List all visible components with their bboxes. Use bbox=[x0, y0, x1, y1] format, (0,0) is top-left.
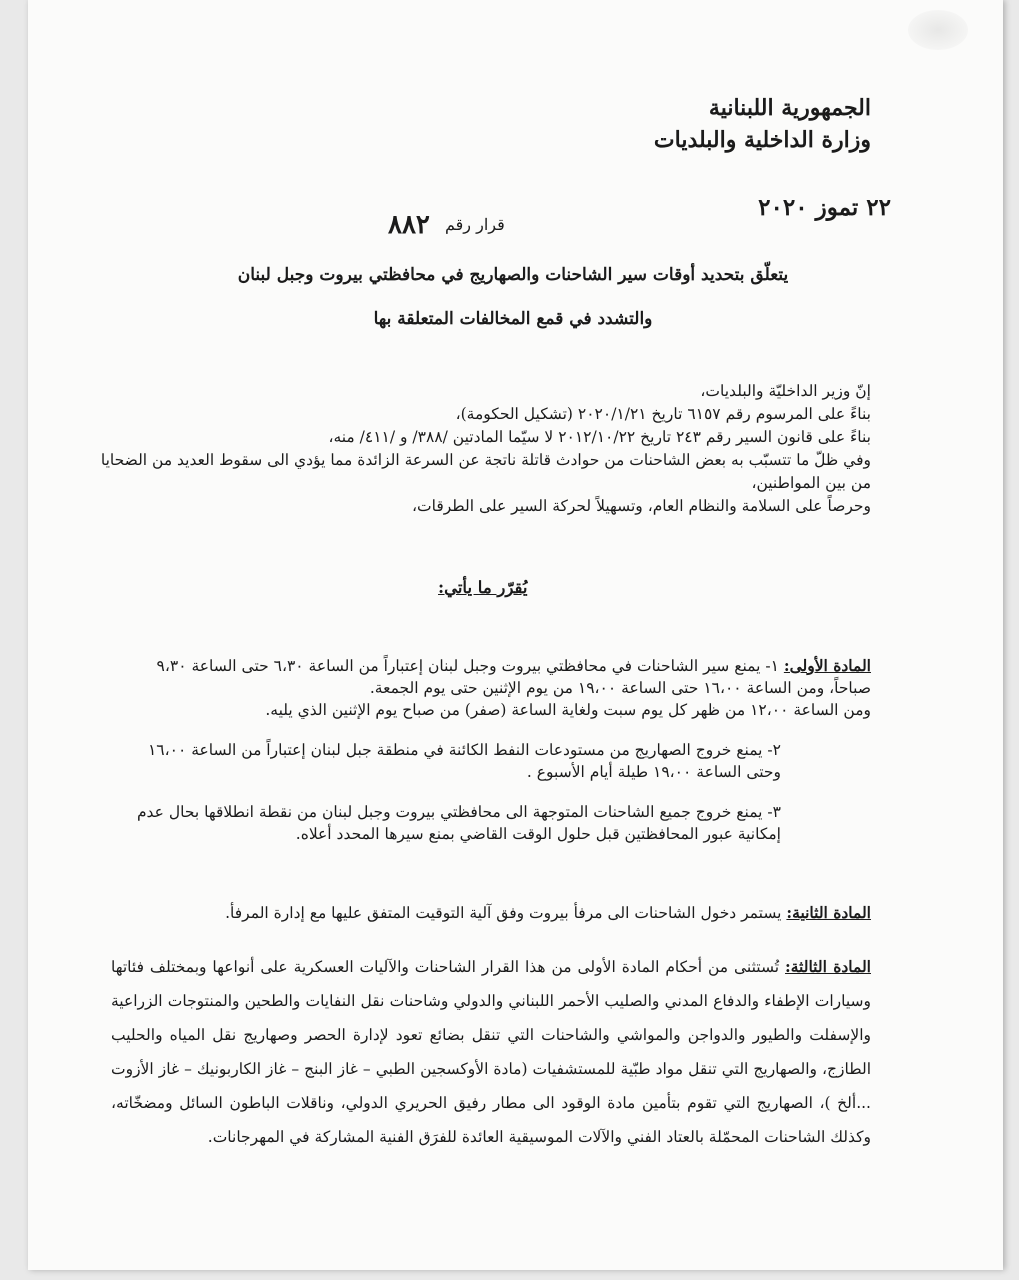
article-2 bbox=[111, 902, 871, 924]
article-1-item-1-continued: ومن الساعة ١٢،٠٠ من ظهر كل يوم سبت ولغاية الساعة (صفر) من صباح يوم الإثنين الذي يليه. bbox=[265, 701, 871, 719]
subject-line-2: والتشدد في قمع المخالفات المتعلقة بها bbox=[373, 309, 653, 329]
decision-subject bbox=[228, 253, 798, 341]
decision-number: ٨٨٢ bbox=[388, 210, 430, 240]
article-1-item-3: ٣- يمنع خروج جميع الشاحنات المتوجهة الى محافظتي بيروت وجبل لبنان من نقطة انطلاقها بحال عدم إمكانية عبور المحافظتين قبل حلول الوقت القاضي بمنع سيرها المحدد أعلاه. bbox=[136, 803, 781, 843]
ministry-title: وزارة الداخلية والبلديات bbox=[653, 127, 871, 153]
preamble-line: بناءً على قانون السير رقم ٢٤٣ تاريخ ٢٠١٢/١٠/٢٢ لا سيّما المادتين /٣٨٨/ و /٤١١/ منه، bbox=[328, 428, 871, 446]
republic-title: الجمهورية اللبنانية bbox=[708, 95, 871, 121]
decision-label: قرار رقم bbox=[445, 215, 505, 234]
article-2-text: يستمر دخول الشاحنات الى مرفأ بيروت وفق آلية التوقيت المتفق عليها مع إدارة المرفأ. bbox=[225, 904, 782, 922]
article-1-label: المادة الأولى: bbox=[783, 656, 871, 675]
article-2-label: المادة الثانية: bbox=[786, 903, 871, 922]
article-3-label: المادة الثالثة: bbox=[785, 957, 871, 976]
subject-line-1: يتعلّق بتحديد أوقات سير الشاحنات والصهاريج في محافظتي بيروت وجبل لبنان bbox=[237, 265, 789, 285]
article-3-text: تُستثنى من أحكام المادة الأولى من هذا القرار الشاحنات والآليات العسكرية على أنواعها وبمختلف فئاتها وسيارات الإطفاء والدفاع المدني والصليب الأحمر اللبناني والدولي وشاحنات نقل النفايات والطحين والمنتوجات الزراعية والإسفلت والطيور والدواجن والمواشي والشاحنات التي تنقل بضائع تعود لإدارة الحصر وصهاريج نقل المياه والحليب الطازج، والصهاريج التي تنقل مواد طبّية للمستشفيات (مادة الأوكسجين الطبي – غاز البنج – غاز الكاربونيك – غاز الأزوت ...ألخ )، الصهاريج التي تقوم بتأمين مادة الوقود الى مطار رفيق الحريري الدولي، وناقلات الباطون السائل ومضخّاته، وكذلك الشاحنات المحمّلة بالعتاد الفني والآلات الموسيقية العائدة للفرَق الفنية المشاركة في المهرجانات. bbox=[111, 958, 871, 1146]
preamble-line: بناءً على المرسوم رقم ٦١٥٧ تاريخ ٢٠٢٠/١/٢١ (تشكيل الحكومة)، bbox=[455, 405, 871, 423]
article-1 bbox=[111, 655, 871, 845]
preamble-line: وفي ظلّ ما تتسبّب به بعض الشاحنات من حوادث قاتلة ناتجة عن السرعة الزائدة مما يؤدي الى سقوط العديد من الضحايا من بين المواطنين، bbox=[100, 451, 871, 492]
letterhead bbox=[654, 92, 871, 156]
scan-smudge bbox=[908, 10, 968, 50]
document-page bbox=[28, 0, 1003, 1270]
decides-heading: يُقرّر ما يأتي: bbox=[438, 578, 528, 597]
article-1-item-2: ٢- يمنع خروج الصهاريج من مستودعات النفط الكائنة في منطقة جبل لبنان إعتباراً من الساعة ١٦،٠٠ وحتى الساعة ١٩،٠٠ طيلة أيام الأسبوع . bbox=[147, 741, 781, 781]
preamble-line: وحرصاً على السلامة والنظام العام، وتسهيلاً لحركة السير على الطرقات، bbox=[412, 497, 871, 515]
article-3 bbox=[111, 950, 871, 1154]
decision-number-line bbox=[388, 210, 505, 240]
article-1-item-1: ١- يمنع سير الشاحنات في محافظتي بيروت وجبل لبنان إعتباراً من الساعة ٦،٣٠ حتى الساعة ٩،٣٠ صباحاً، ومن الساعة ١٦،٠٠ حتى الساعة ١٩،٠٠ من يوم الإثنين حتى يوم الجمعة. bbox=[156, 657, 871, 697]
document-date: ٢٢ تموز ٢٠٢٠ bbox=[758, 194, 891, 221]
preamble bbox=[91, 380, 871, 518]
preamble-line: إنّ وزير الداخليّة والبلديات، bbox=[700, 382, 871, 400]
